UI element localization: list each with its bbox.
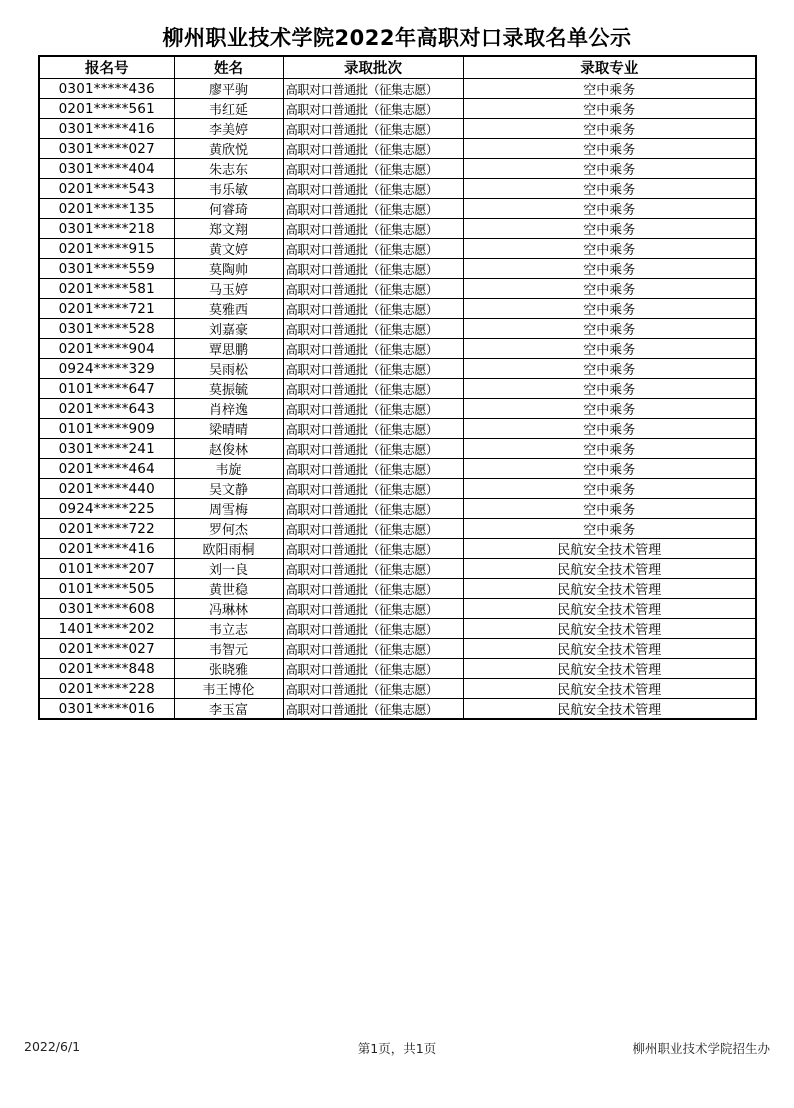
cell-admission-batch: 高职对口普通批（征集志愿） xyxy=(283,319,463,339)
cell-name: 朱志东 xyxy=(174,159,283,179)
cell-admission-batch: 高职对口普通批（征集志愿） xyxy=(283,99,463,119)
cell-name: 马玉婷 xyxy=(174,279,283,299)
table-row xyxy=(39,499,756,519)
cell-registration-no: 0301*****436 xyxy=(39,79,174,99)
cell-admission-major: 民航安全技术管理 xyxy=(463,619,756,639)
cell-admission-batch: 高职对口普通批（征集志愿） xyxy=(283,679,463,699)
cell-admission-batch: 高职对口普通批（征集志愿） xyxy=(283,399,463,419)
cell-name: 罗何杰 xyxy=(174,519,283,539)
table-row xyxy=(39,279,756,299)
cell-name: 韦乐敏 xyxy=(174,179,283,199)
table-row xyxy=(39,339,756,359)
cell-registration-no: 0201*****848 xyxy=(39,659,174,679)
table-row xyxy=(39,379,756,399)
cell-name: 刘嘉豪 xyxy=(174,319,283,339)
cell-registration-no: 1401*****202 xyxy=(39,619,174,639)
cell-admission-major: 民航安全技术管理 xyxy=(463,659,756,679)
cell-name: 何睿琦 xyxy=(174,199,283,219)
cell-name: 黄世稳 xyxy=(174,579,283,599)
cell-registration-no: 0101*****505 xyxy=(39,579,174,599)
cell-name: 吴雨松 xyxy=(174,359,283,379)
cell-admission-major: 空中乘务 xyxy=(463,479,756,499)
cell-admission-major: 民航安全技术管理 xyxy=(463,699,756,720)
cell-name: 周雪梅 xyxy=(174,499,283,519)
cell-admission-batch: 高职对口普通批（征集志愿） xyxy=(283,179,463,199)
table-row xyxy=(39,579,756,599)
cell-admission-major: 空中乘务 xyxy=(463,359,756,379)
table-row xyxy=(39,319,756,339)
cell-admission-batch: 高职对口普通批（征集志愿） xyxy=(283,519,463,539)
footer-date: 2022/6/1 xyxy=(24,1039,81,1054)
table-row xyxy=(39,199,756,219)
cell-name: 廖平驹 xyxy=(174,79,283,99)
cell-admission-major: 空中乘务 xyxy=(463,379,756,399)
cell-registration-no: 0301*****608 xyxy=(39,599,174,619)
cell-registration-no: 0301*****241 xyxy=(39,439,174,459)
table-row xyxy=(39,479,756,499)
cell-admission-major: 空中乘务 xyxy=(463,139,756,159)
cell-admission-major: 民航安全技术管理 xyxy=(463,639,756,659)
cell-admission-major: 空中乘务 xyxy=(463,159,756,179)
table-row xyxy=(39,399,756,419)
cell-admission-batch: 高职对口普通批（征集志愿） xyxy=(283,139,463,159)
cell-admission-major: 空中乘务 xyxy=(463,279,756,299)
table-row xyxy=(39,559,756,579)
cell-registration-no: 0201*****722 xyxy=(39,519,174,539)
col-header-name: 姓名 xyxy=(174,56,283,79)
footer-page-info: 第1页，共1页 xyxy=(357,1041,437,1056)
cell-admission-major: 民航安全技术管理 xyxy=(463,679,756,699)
table-row xyxy=(39,159,756,179)
cell-name: 莫陶帅 xyxy=(174,259,283,279)
cell-registration-no: 0201*****027 xyxy=(39,639,174,659)
cell-name: 赵俊林 xyxy=(174,439,283,459)
cell-admission-batch: 高职对口普通批（征集志愿） xyxy=(283,379,463,399)
cell-admission-batch: 高职对口普通批（征集志愿） xyxy=(283,659,463,679)
cell-name: 肖梓逸 xyxy=(174,399,283,419)
table-row xyxy=(39,519,756,539)
cell-admission-batch: 高职对口普通批（征集志愿） xyxy=(283,459,463,479)
cell-registration-no: 0201*****643 xyxy=(39,399,174,419)
table-row xyxy=(39,99,756,119)
cell-name: 韦立志 xyxy=(174,619,283,639)
cell-admission-major: 空中乘务 xyxy=(463,79,756,99)
cell-admission-batch: 高职对口普通批（征集志愿） xyxy=(283,439,463,459)
cell-name: 黄欣悦 xyxy=(174,139,283,159)
cell-admission-major: 空中乘务 xyxy=(463,199,756,219)
cell-admission-batch: 高职对口普通批（征集志愿） xyxy=(283,419,463,439)
cell-name: 黄文婷 xyxy=(174,239,283,259)
table-row xyxy=(39,259,756,279)
cell-registration-no: 0101*****909 xyxy=(39,419,174,439)
cell-admission-batch: 高职对口普通批（征集志愿） xyxy=(283,479,463,499)
cell-admission-batch: 高职对口普通批（征集志愿） xyxy=(283,239,463,259)
cell-name: 莫雅西 xyxy=(174,299,283,319)
cell-admission-major: 空中乘务 xyxy=(463,439,756,459)
cell-registration-no: 0201*****228 xyxy=(39,679,174,699)
cell-admission-batch: 高职对口普通批（征集志愿） xyxy=(283,499,463,519)
cell-admission-batch: 高职对口普通批（征集志愿） xyxy=(283,559,463,579)
table-row xyxy=(39,439,756,459)
cell-admission-major: 民航安全技术管理 xyxy=(463,559,756,579)
cell-name: 张晓雅 xyxy=(174,659,283,679)
cell-name: 韦智元 xyxy=(174,639,283,659)
cell-admission-batch: 高职对口普通批（征集志愿） xyxy=(283,299,463,319)
cell-name: 梁晴晴 xyxy=(174,419,283,439)
cell-registration-no: 0301*****559 xyxy=(39,259,174,279)
cell-admission-batch: 高职对口普通批（征集志愿） xyxy=(283,359,463,379)
cell-admission-batch: 高职对口普通批（征集志愿） xyxy=(283,339,463,359)
cell-admission-batch: 高职对口普通批（征集志愿） xyxy=(283,619,463,639)
cell-name: 覃思鹏 xyxy=(174,339,283,359)
page-title: 柳州职业技术学院2022年高职对口录取名单公示 xyxy=(162,26,632,50)
cell-admission-batch: 高职对口普通批（征集志愿） xyxy=(283,219,463,239)
cell-admission-major: 空中乘务 xyxy=(463,239,756,259)
cell-admission-major: 空中乘务 xyxy=(463,179,756,199)
cell-registration-no: 0201*****721 xyxy=(39,299,174,319)
cell-registration-no: 0201*****416 xyxy=(39,539,174,559)
cell-admission-major: 空中乘务 xyxy=(463,119,756,139)
table-row xyxy=(39,679,756,699)
cell-admission-batch: 高职对口普通批（征集志愿） xyxy=(283,579,463,599)
table-row xyxy=(39,699,756,720)
cell-admission-batch: 高职对口普通批（征集志愿） xyxy=(283,119,463,139)
page-footer xyxy=(0,1039,794,1057)
cell-admission-major: 空中乘务 xyxy=(463,399,756,419)
cell-admission-major: 空中乘务 xyxy=(463,339,756,359)
cell-registration-no: 0924*****329 xyxy=(39,359,174,379)
cell-admission-batch: 高职对口普通批（征集志愿） xyxy=(283,539,463,559)
cell-name: 莫振毓 xyxy=(174,379,283,399)
table-row xyxy=(39,459,756,479)
cell-registration-no: 0201*****464 xyxy=(39,459,174,479)
table-row xyxy=(39,599,756,619)
cell-admission-batch: 高职对口普通批（征集志愿） xyxy=(283,599,463,619)
cell-registration-no: 0301*****027 xyxy=(39,139,174,159)
cell-admission-major: 空中乘务 xyxy=(463,259,756,279)
cell-admission-major: 空中乘务 xyxy=(463,519,756,539)
table-row xyxy=(39,139,756,159)
cell-name: 韦红延 xyxy=(174,99,283,119)
cell-name: 刘一良 xyxy=(174,559,283,579)
cell-admission-major: 空中乘务 xyxy=(463,99,756,119)
table-row xyxy=(39,299,756,319)
cell-admission-batch: 高职对口普通批（征集志愿） xyxy=(283,699,463,720)
table-row xyxy=(39,659,756,679)
cell-registration-no: 0301*****528 xyxy=(39,319,174,339)
table-row xyxy=(39,359,756,379)
cell-registration-no: 0301*****016 xyxy=(39,699,174,720)
cell-admission-major: 空中乘务 xyxy=(463,499,756,519)
col-header-admission-major: 录取专业 xyxy=(463,56,756,79)
table-row xyxy=(39,119,756,139)
cell-name: 冯琳林 xyxy=(174,599,283,619)
cell-admission-batch: 高职对口普通批（征集志愿） xyxy=(283,199,463,219)
cell-admission-batch: 高职对口普通批（征集志愿） xyxy=(283,279,463,299)
cell-registration-no: 0201*****543 xyxy=(39,179,174,199)
table-row xyxy=(39,619,756,639)
cell-name: 欧阳雨桐 xyxy=(174,539,283,559)
cell-registration-no: 0201*****561 xyxy=(39,99,174,119)
cell-name: 郑文翔 xyxy=(174,219,283,239)
cell-admission-batch: 高职对口普通批（征集志愿） xyxy=(283,79,463,99)
cell-registration-no: 0201*****581 xyxy=(39,279,174,299)
cell-registration-no: 0201*****135 xyxy=(39,199,174,219)
table-row xyxy=(39,639,756,659)
cell-admission-batch: 高职对口普通批（征集志愿） xyxy=(283,259,463,279)
col-header-admission-batch: 录取批次 xyxy=(283,56,463,79)
cell-name: 韦王博伦 xyxy=(174,679,283,699)
cell-registration-no: 0301*****404 xyxy=(39,159,174,179)
table-row xyxy=(39,239,756,259)
cell-admission-batch: 高职对口普通批（征集志愿） xyxy=(283,639,463,659)
cell-registration-no: 0924*****225 xyxy=(39,499,174,519)
table-row xyxy=(39,79,756,99)
table-row xyxy=(39,179,756,199)
cell-registration-no: 0101*****207 xyxy=(39,559,174,579)
cell-registration-no: 0301*****416 xyxy=(39,119,174,139)
table-row xyxy=(39,539,756,559)
cell-admission-batch: 高职对口普通批（征集志愿） xyxy=(283,159,463,179)
table-row xyxy=(39,419,756,439)
cell-registration-no: 0201*****904 xyxy=(39,339,174,359)
cell-registration-no: 0201*****440 xyxy=(39,479,174,499)
admission-table xyxy=(38,55,757,720)
table-row xyxy=(39,219,756,239)
cell-admission-major: 民航安全技术管理 xyxy=(463,579,756,599)
cell-name: 李美婷 xyxy=(174,119,283,139)
cell-registration-no: 0301*****218 xyxy=(39,219,174,239)
cell-registration-no: 0201*****915 xyxy=(39,239,174,259)
table-body xyxy=(39,79,756,720)
cell-admission-major: 空中乘务 xyxy=(463,459,756,479)
cell-admission-major: 空中乘务 xyxy=(463,219,756,239)
cell-registration-no: 0101*****647 xyxy=(39,379,174,399)
cell-admission-major: 空中乘务 xyxy=(463,299,756,319)
cell-admission-major: 民航安全技术管理 xyxy=(463,539,756,559)
cell-admission-major: 空中乘务 xyxy=(463,319,756,339)
cell-name: 李玉富 xyxy=(174,699,283,720)
footer-issuer: 柳州职业技术学院招生办 xyxy=(632,1041,770,1056)
cell-name: 吴文静 xyxy=(174,479,283,499)
col-header-registration-no: 报名号 xyxy=(39,56,174,79)
table-header-row xyxy=(39,56,756,79)
cell-admission-major: 空中乘务 xyxy=(463,419,756,439)
cell-name: 韦旋 xyxy=(174,459,283,479)
cell-admission-major: 民航安全技术管理 xyxy=(463,599,756,619)
